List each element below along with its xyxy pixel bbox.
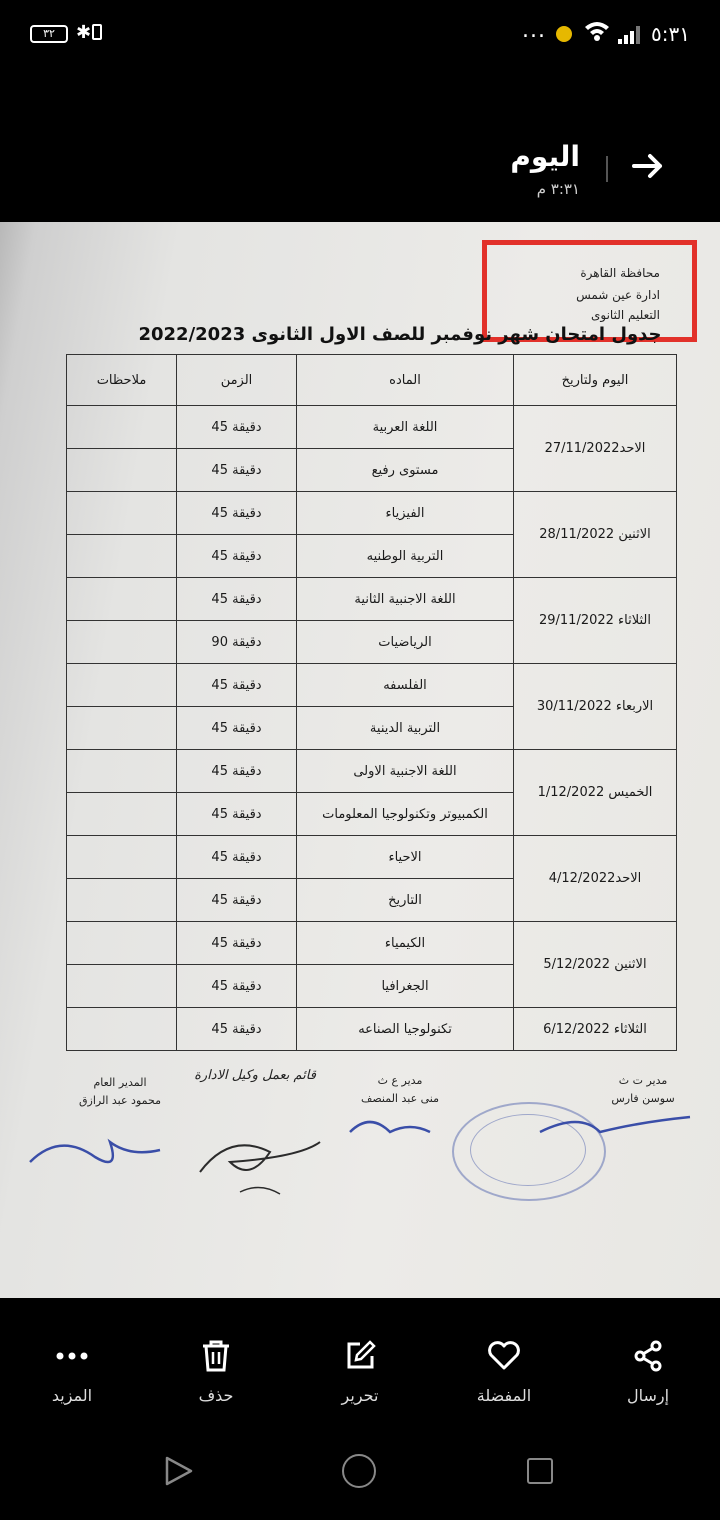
notes-cell bbox=[67, 449, 177, 492]
column-header: الماده bbox=[297, 355, 514, 406]
edit-button[interactable] bbox=[290, 1298, 430, 1418]
share-button[interactable] bbox=[578, 1298, 718, 1418]
table-row bbox=[67, 406, 677, 449]
subject-cell: الرياضيات bbox=[297, 621, 514, 664]
table-row bbox=[67, 750, 677, 793]
notes-cell bbox=[67, 621, 177, 664]
notes-cell bbox=[67, 922, 177, 965]
viewer-header bbox=[0, 70, 720, 220]
coin-icon bbox=[556, 26, 572, 42]
battery-icon bbox=[30, 25, 68, 43]
subject-cell: اللغة الاجنبية الثانية bbox=[297, 578, 514, 621]
signature-title-3: قائم بعمل وكيل الادارة bbox=[194, 1068, 316, 1083]
handwritten-signatures bbox=[0, 1062, 720, 1282]
signature-title-1: مدير ت ث bbox=[618, 1074, 668, 1087]
exam-day-cell: الاربعاء 30/11/2022 bbox=[514, 664, 677, 750]
exam-day-cell: الخميس 1/12/2022 bbox=[514, 750, 677, 836]
more-icon bbox=[2, 1338, 142, 1374]
duration-cell: دقيقة 45 bbox=[177, 406, 297, 449]
table-row bbox=[67, 664, 677, 707]
duration-cell: دقيقة 45 bbox=[177, 535, 297, 578]
duration-cell: دقيقة 45 bbox=[177, 965, 297, 1008]
more-label: المزيد bbox=[51, 1386, 93, 1405]
column-header: ملاحظات bbox=[67, 355, 177, 406]
battery-level: ٣٢ bbox=[43, 27, 55, 40]
favorite-label: المفضلة bbox=[476, 1386, 532, 1405]
back-arrow-icon[interactable] bbox=[628, 148, 668, 184]
signal-icon bbox=[618, 26, 640, 44]
nav-home-icon[interactable] bbox=[342, 1454, 376, 1488]
signature-name-1: سوسن فارس bbox=[611, 1092, 675, 1105]
action-bar bbox=[0, 1298, 720, 1418]
share-label: إرسال bbox=[626, 1386, 670, 1405]
subject-cell: الكيمياء bbox=[297, 922, 514, 965]
subject-cell: الجغرافيا bbox=[297, 965, 514, 1008]
signature-name-4: محمود عبد الرازق bbox=[79, 1094, 161, 1107]
signature-title-2: مدير ع ث bbox=[377, 1074, 423, 1087]
paper-sheet bbox=[0, 222, 720, 1298]
subject-cell: التربية الدينية bbox=[297, 707, 514, 750]
exam-day-cell: الاثنين 5/12/2022 bbox=[514, 922, 677, 1008]
duration-cell: دقيقة 45 bbox=[177, 836, 297, 879]
signature-name-2: منى عبد المنصف bbox=[360, 1092, 440, 1105]
duration-cell: دقيقة 45 bbox=[177, 750, 297, 793]
duration-cell: دقيقة 90 bbox=[177, 621, 297, 664]
signature-title-4: المدير العام bbox=[93, 1076, 147, 1089]
nav-back-icon[interactable] bbox=[162, 1455, 194, 1491]
notes-cell bbox=[67, 836, 177, 879]
duration-cell: دقيقة 45 bbox=[177, 578, 297, 621]
notes-cell bbox=[67, 879, 177, 922]
notes-cell bbox=[67, 664, 177, 707]
org-line-1: محافظة القاهرة bbox=[580, 266, 660, 280]
heart-icon bbox=[434, 1338, 574, 1374]
table-row bbox=[67, 1008, 677, 1051]
signatures-area bbox=[0, 1062, 720, 1282]
trash-icon bbox=[146, 1338, 286, 1374]
notes-cell bbox=[67, 406, 177, 449]
column-header: الزمن bbox=[177, 355, 297, 406]
edit-label: تحرير bbox=[341, 1386, 379, 1405]
vibrate-icon bbox=[92, 24, 102, 40]
table-row bbox=[67, 578, 677, 621]
duration-cell: دقيقة 45 bbox=[177, 492, 297, 535]
notes-cell bbox=[67, 492, 177, 535]
wifi-icon bbox=[584, 20, 610, 48]
exam-day-cell: الاثنين 28/11/2022 bbox=[514, 492, 677, 578]
notes-cell bbox=[67, 1008, 177, 1051]
table-row bbox=[67, 492, 677, 535]
delete-button[interactable] bbox=[146, 1298, 286, 1418]
header-divider bbox=[606, 156, 608, 182]
notes-cell bbox=[67, 578, 177, 621]
subject-cell: اللغة العربية bbox=[297, 406, 514, 449]
notes-cell bbox=[67, 750, 177, 793]
duration-cell: دقيقة 45 bbox=[177, 922, 297, 965]
org-line-3: التعليم الثانوى bbox=[591, 308, 660, 322]
table-header-row bbox=[67, 355, 677, 406]
system-nav-bar bbox=[0, 1420, 720, 1520]
duration-cell: دقيقة 45 bbox=[177, 879, 297, 922]
duration-cell: دقيقة 45 bbox=[177, 707, 297, 750]
table-row bbox=[67, 836, 677, 879]
notes-cell bbox=[67, 535, 177, 578]
subject-cell: التربية الوطنيه bbox=[297, 535, 514, 578]
exam-day-cell: الاحد4/12/2022 bbox=[514, 836, 677, 922]
delete-label: حذف bbox=[198, 1386, 234, 1405]
subject-cell: مستوى رفيع bbox=[297, 449, 514, 492]
exam-day-cell: الاحد27/11/2022 bbox=[514, 406, 677, 492]
subject-cell: التاريخ bbox=[297, 879, 514, 922]
subject-cell: الفيزياء bbox=[297, 492, 514, 535]
edit-icon bbox=[290, 1338, 430, 1374]
subject-cell: الكمبيوتر وتكنولوجيا المعلومات bbox=[297, 793, 514, 836]
exam-day-cell: الثلاثاء 29/11/2022 bbox=[514, 578, 677, 664]
exam-schedule-table bbox=[66, 354, 677, 1051]
table-row bbox=[67, 922, 677, 965]
subject-cell: اللغة الاجنبية الاولى bbox=[297, 750, 514, 793]
org-line-2: ادارة عين شمس bbox=[576, 288, 660, 302]
duration-cell: دقيقة 45 bbox=[177, 664, 297, 707]
more-button[interactable] bbox=[2, 1298, 142, 1418]
notes-cell bbox=[67, 793, 177, 836]
duration-cell: دقيقة 45 bbox=[177, 1008, 297, 1051]
subject-cell: الاحياء bbox=[297, 836, 514, 879]
subject-cell: الفلسفه bbox=[297, 664, 514, 707]
notes-cell bbox=[67, 707, 177, 750]
duration-cell: دقيقة 45 bbox=[177, 449, 297, 492]
share-icon bbox=[578, 1338, 718, 1374]
exam-day-cell: الثلاثاء 6/12/2022 bbox=[514, 1008, 677, 1051]
page-title: اليوم bbox=[510, 140, 580, 173]
document-photo[interactable] bbox=[0, 222, 720, 1298]
bluetooth-icon: ✱ bbox=[76, 22, 92, 43]
favorite-button[interactable] bbox=[434, 1298, 574, 1418]
status-bar bbox=[0, 0, 720, 70]
notes-cell bbox=[67, 965, 177, 1008]
duration-cell: دقيقة 45 bbox=[177, 793, 297, 836]
column-header: اليوم ولتاريخ bbox=[514, 355, 677, 406]
photo-time: ٣:٣١ م bbox=[536, 180, 580, 198]
more-status-icon: ... bbox=[522, 18, 546, 43]
nav-recents-icon[interactable] bbox=[527, 1458, 553, 1484]
subject-cell: تكنولوجيا الصناعه bbox=[297, 1008, 514, 1051]
status-time: ٥:٣١ bbox=[651, 22, 690, 46]
document-title: جدول امتحان شهر نوفمبر للصف الاول الثانوى 2022/2023 bbox=[138, 324, 662, 345]
